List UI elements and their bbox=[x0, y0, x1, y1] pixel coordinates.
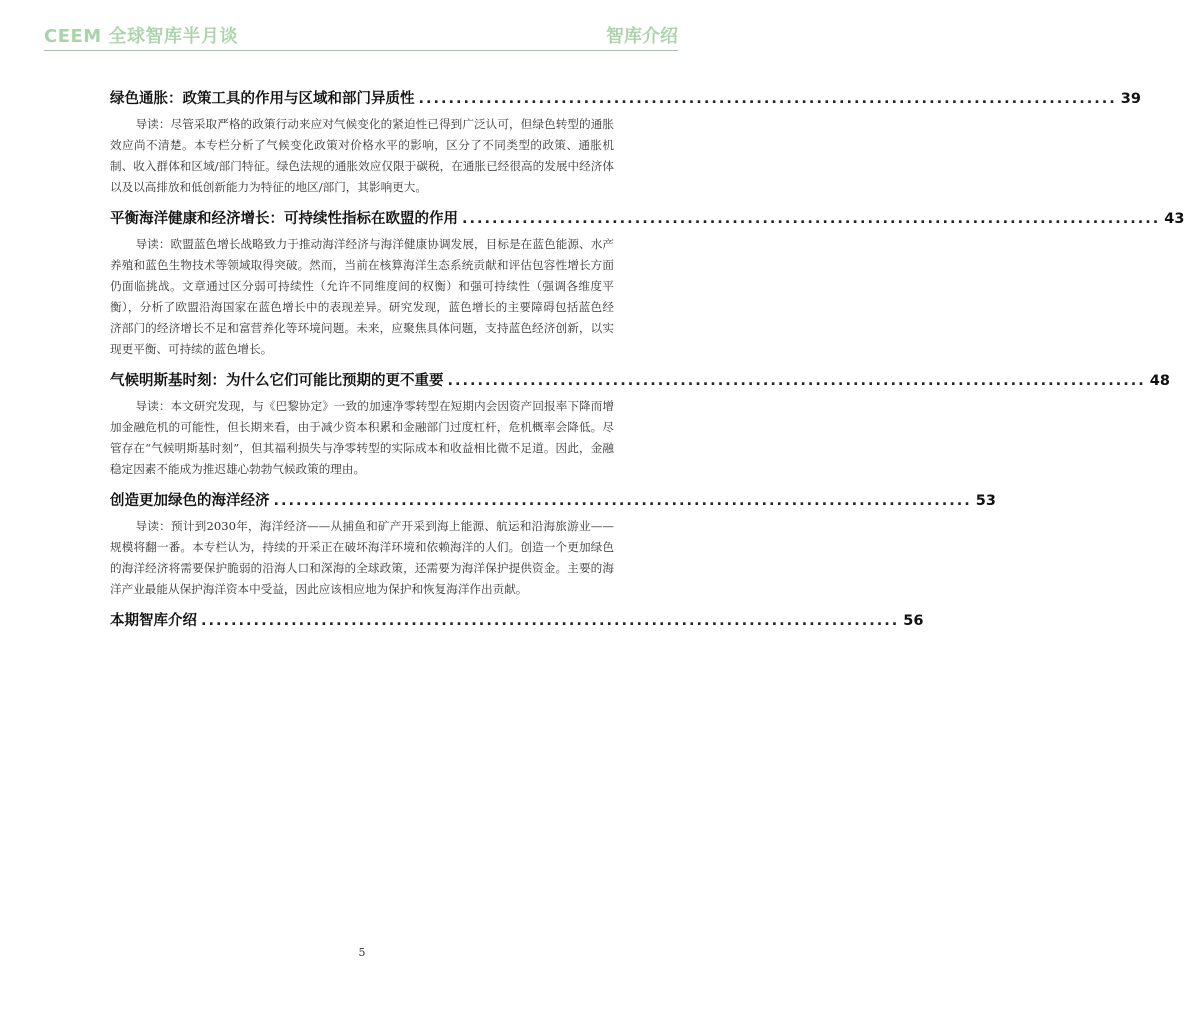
toc-entry-title-row[interactable] bbox=[110, 490, 996, 512]
dot-leader: ............................................................................................. bbox=[418, 91, 1117, 107]
toc-entry-title: 气候明斯基时刻：为什么它们可能比预期的更不重要 bbox=[110, 373, 444, 389]
abstract-text: 预计到2030年，海洋经济——从捕鱼和矿产开采到海上能源、航运和沿海旅游业——规模将翻一番。本专栏认为，持续的开采正在破坏海洋环境和依赖海洋的人们。创造一个更加绿色的海洋经济将需要保护脆弱的沿海人口和深海的全球政策，还需要为海洋保护提供资金。主要的海洋产业最能从保护海洋资本中受益，因此应该相应地为保护和恢复海洋作出贡献。 bbox=[110, 519, 614, 596]
page-number: 5 bbox=[358, 946, 366, 959]
toc-entry bbox=[110, 490, 996, 600]
toc-entry-page: 48 bbox=[1149, 373, 1170, 389]
toc-entry bbox=[110, 610, 924, 632]
section-title: 智库介绍 bbox=[606, 26, 678, 47]
toc-entry-title-row[interactable] bbox=[110, 370, 1170, 392]
dot-leader: ............................................................................................. bbox=[273, 493, 972, 509]
abstract-text: 尽管采取严格的政策行动来应对气候变化的紧迫性已得到广泛认可，但绿色转型的通胀效应尚不清楚。本专栏分析了气候变化政策对价格水平的影响，区分了不同类型的政策、通胀机制、收入群体和区域/部门特征。绿色法规的通胀效应仅限于碳税，在通胀已经很高的发展中经济体以及以高排放和低创新能力为特征的地区/部门，其影响更大。 bbox=[110, 117, 614, 194]
toc-entry-title: 本期智库介绍 bbox=[110, 613, 197, 629]
page-header bbox=[44, 20, 678, 51]
toc-entry-title-row[interactable] bbox=[110, 88, 1141, 110]
abstract-label: 导读： bbox=[135, 237, 171, 251]
toc-entry-abstract bbox=[110, 114, 614, 198]
abstract-text: 本文研究发现，与《巴黎协定》一致的加速净零转型在短期内会因资产回报率下降而增加金融危机的可能性，但长期来看，由于减少资本积累和金融部门过度杠杆，危机概率会降低。尽管存在“气候明斯基时刻”，但其福利损失与净零转型的实际成本和收益相比微不足道。因此，金融稳定因素不能成为推迟雄心勃勃气候政策的理由。 bbox=[110, 399, 614, 476]
toc-entry-abstract bbox=[110, 396, 614, 480]
toc-entry-title: 绿色通胀：政策工具的作用与区域和部门异质性 bbox=[110, 91, 415, 107]
abstract-text: 欧盟蓝色增长战略致力于推动海洋经济与海洋健康协调发展，目标是在蓝色能源、水产养殖和蓝色生物技术等领域取得突破。然而，当前在核算海洋生态系统贡献和评估包容性增长方面仍面临挑战。文章通过区分弱可持续性（允许不同维度间的权衡）和强可持续性（强调各维度平衡），分析了欧盟沿海国家在蓝色增长中的表现差异。研究发现，蓝色增长的主要障碍包括蓝色经济部门的经济增长不足和富营养化等环境问题。未来，应聚焦具体问题，支持蓝色经济创新，以实现更平衡、可持续的蓝色增长。 bbox=[110, 237, 614, 356]
dot-leader: ............................................................................................. bbox=[447, 373, 1146, 389]
toc-entry bbox=[110, 88, 1141, 198]
toc-entry-page: 53 bbox=[975, 493, 996, 509]
toc-entry bbox=[110, 208, 1184, 360]
dot-leader: ............................................................................................. bbox=[201, 613, 900, 629]
toc-entry-page: 56 bbox=[903, 613, 924, 629]
toc-entry-title-row[interactable] bbox=[110, 610, 924, 632]
toc-entry-title: 创造更加绿色的海洋经济 bbox=[110, 493, 270, 509]
toc-entry-page: 39 bbox=[1120, 91, 1141, 107]
toc-entry bbox=[110, 370, 1170, 480]
abstract-label: 导读： bbox=[135, 519, 171, 533]
dot-leader: ............................................................................................. bbox=[462, 211, 1161, 227]
toc-entry-page: 43 bbox=[1164, 211, 1184, 227]
table-of-contents bbox=[110, 88, 1184, 642]
abstract-label: 导读： bbox=[135, 117, 171, 131]
toc-entry-title: 平衡海洋健康和经济增长：可持续性指标在欧盟的作用 bbox=[110, 211, 458, 227]
toc-entry-title-row[interactable] bbox=[110, 208, 1184, 230]
toc-entry-abstract bbox=[110, 516, 614, 600]
abstract-label: 导读： bbox=[135, 399, 171, 413]
publication-title: CEEM 全球智库半月谈 bbox=[44, 26, 238, 47]
toc-entry-abstract bbox=[110, 234, 614, 360]
